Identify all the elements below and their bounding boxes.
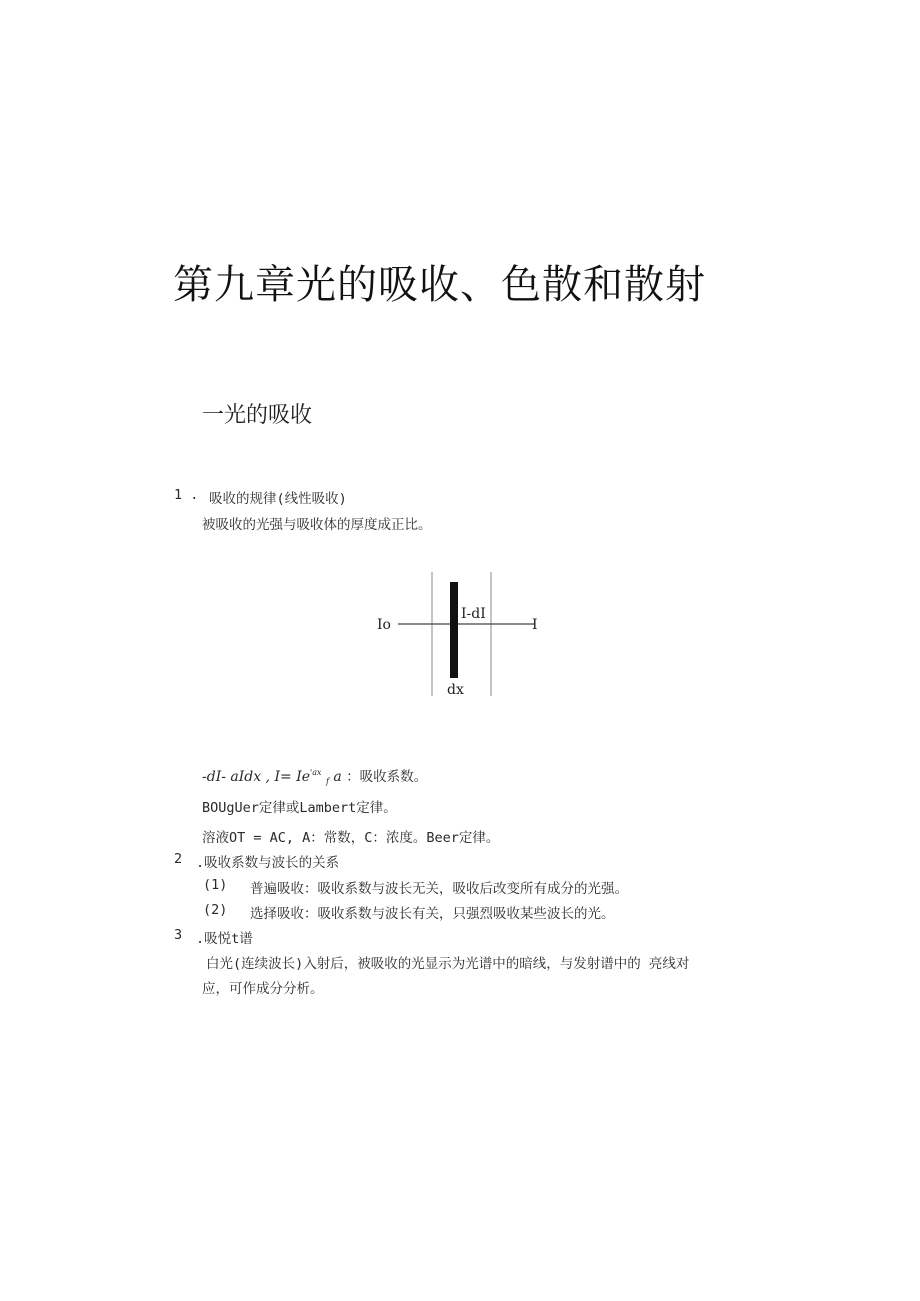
formula-expression: -dI- aIdx , I= Ie [202,769,311,785]
item-3-number: 3 [174,927,183,943]
reduced-intensity-label: I-dI [461,606,486,622]
thickness-label: dx [447,682,464,698]
formula-exponent: 'ax [310,768,322,777]
item-2-sub1-number: (1) [203,877,228,893]
incident-intensity-label: Io [377,617,391,633]
item-2-number: 2 [174,851,183,867]
formula-symbol: a [333,769,342,785]
output-intensity-label: I [532,617,538,633]
item-1-heading: 吸收的规律(线性吸收) [209,491,347,507]
item-3-text-line1: 白光(连续波长)入射后，被吸收的光显示为光谱中的暗线，与发射谱中的 亮线对 [206,956,690,972]
item-3-heading: .吸悦t谱 [196,931,253,947]
formula-subscript: f [325,777,329,786]
item-2-heading: .吸收系数与波长的关系 [196,855,340,871]
formula-line [202,765,427,785]
item-2-sub2-number: (2) [203,902,228,918]
section-heading: 一光的吸收 [202,403,313,428]
absorption-diagram [374,566,542,698]
item-2-sub1-text: 普遍吸收：吸收系数与波长无关，吸收后改变所有成分的光强。 [250,881,628,897]
bouguer-law-text: BOUgUer定律或Lambert定律。 [202,800,397,816]
formula-description: ：吸收系数。 [346,769,428,785]
chapter-title: 第九章光的吸收、色散和散射 [173,262,706,308]
item-1-number: 1 . [174,487,199,503]
absorbing-slab [450,582,458,678]
item-3-text-line2: 应，可作成分分析。 [202,981,324,997]
item-1-text: 被吸收的光强与吸收体的厚度成正比。 [202,517,432,533]
beer-law-text: 溶液OT = AC, A：常数，C：浓度。Beer定律。 [202,830,500,846]
item-2-sub2-text: 选择吸收：吸收系数与波长有关，只强烈吸收某些波长的光。 [250,906,615,922]
